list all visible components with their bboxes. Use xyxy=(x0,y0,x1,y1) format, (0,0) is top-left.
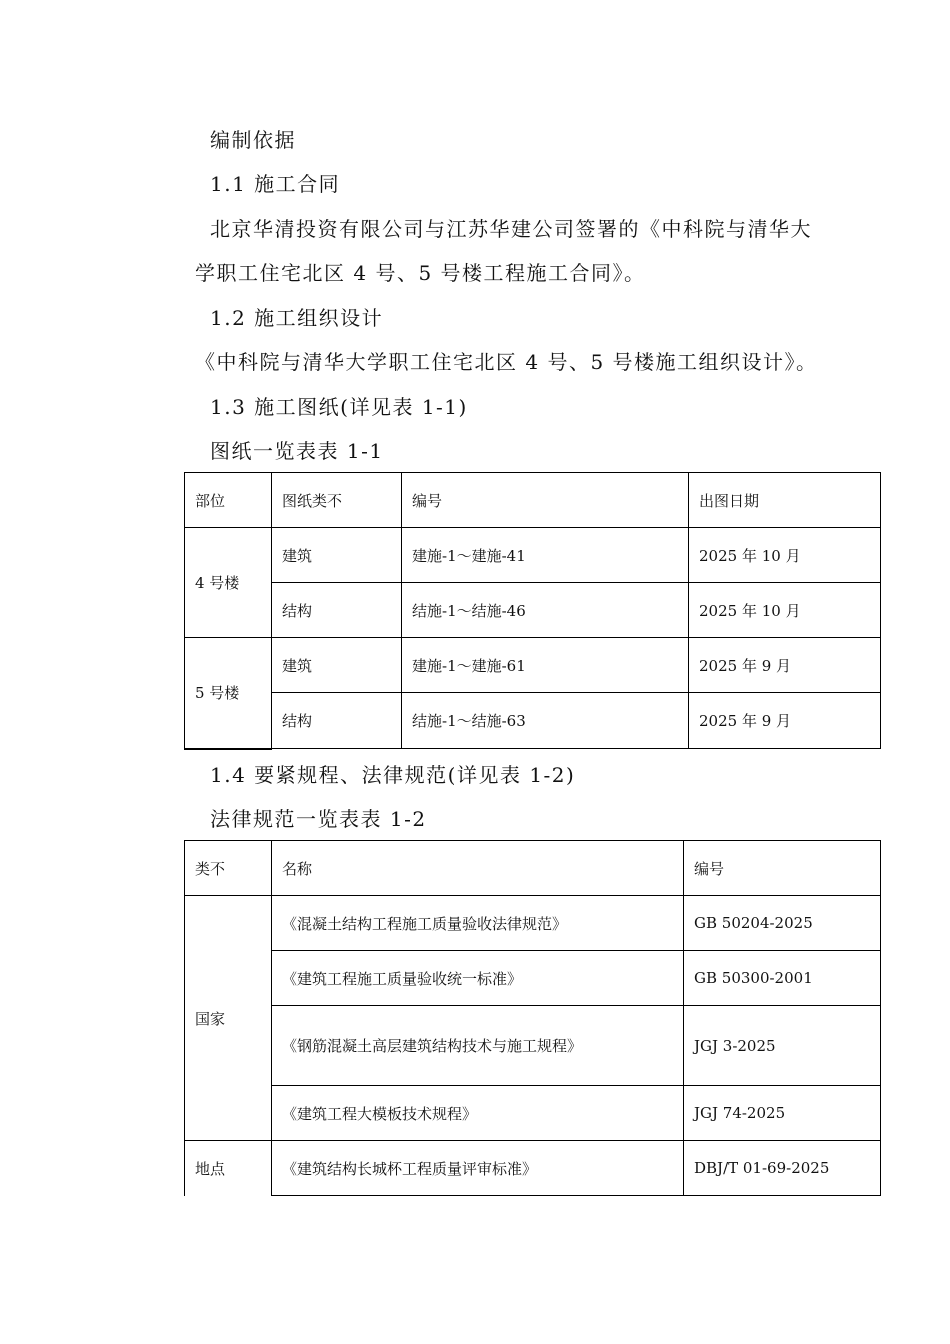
table-row xyxy=(185,896,881,951)
code-cell: 建施-1～建施-41 xyxy=(402,528,689,583)
header-cell: 类不 xyxy=(185,841,272,896)
header-cell: 部位 xyxy=(185,473,272,528)
contract-text-line-1: 北京华清投资有限公司与江苏华建公司签署的《中科院与清华大 xyxy=(210,217,812,241)
name-cell: 《建筑工程大模板技术规程》 xyxy=(272,1086,684,1141)
header-cell: 图纸类不 xyxy=(272,473,402,528)
date-cell: 2025 年 10 月 xyxy=(689,528,881,583)
code-cell: JGJ 74-2025 xyxy=(684,1086,881,1141)
table-row xyxy=(185,638,881,693)
code-cell: 结施-1～结施-63 xyxy=(402,693,689,749)
subsection-1-2: 1.2 施工组织设计 xyxy=(210,306,384,330)
code-cell: 结施-1～结施-46 xyxy=(402,583,689,638)
subsection-1-4: 1.4 要紧规程、法律规范(详见表 1-2) xyxy=(210,763,576,787)
table-row xyxy=(185,583,881,638)
code-cell: JGJ 3-2025 xyxy=(684,1006,881,1086)
table-row xyxy=(185,1006,881,1086)
code-cell: GB 50300-2001 xyxy=(684,951,881,1006)
type-cell: 结构 xyxy=(272,583,402,638)
table-row xyxy=(185,1141,881,1196)
date-cell: 2025 年 9 月 xyxy=(689,693,881,749)
code-cell: GB 50204-2025 xyxy=(684,896,881,951)
date-cell: 2025 年 10 月 xyxy=(689,583,881,638)
standards-table xyxy=(184,840,881,1196)
table-2-caption: 法律规范一览表表 1-2 xyxy=(210,807,427,831)
part-cell: 4 号楼 xyxy=(185,528,272,638)
table-row xyxy=(185,528,881,583)
type-cell: 结构 xyxy=(272,693,402,749)
date-cell: 2025 年 9 月 xyxy=(689,638,881,693)
section-heading: 编制依据 xyxy=(210,128,296,152)
table-header-row xyxy=(185,841,881,896)
type-cell: 建筑 xyxy=(272,638,402,693)
header-cell: 编号 xyxy=(684,841,881,896)
table-1-caption: 图纸一览表表 1-1 xyxy=(210,439,384,463)
table-row xyxy=(185,951,881,1006)
category-cell: 地点 xyxy=(185,1141,272,1196)
table-row xyxy=(185,693,881,749)
type-cell: 建筑 xyxy=(272,528,402,583)
contract-text-line-2: 学职工住宅北区 4 号、5 号楼工程施工合同》。 xyxy=(195,261,646,285)
code-cell: DBJ/T 01-69-2025 xyxy=(684,1141,881,1196)
name-cell: 《混凝土结构工程施工质量验收法律规范》 xyxy=(272,896,684,951)
name-cell: 《建筑工程施工质量验收统一标准》 xyxy=(272,951,684,1006)
design-text: 《中科院与清华大学职工住宅北区 4 号、5 号楼施工组织设计》。 xyxy=(195,350,818,374)
part-cell: 5 号楼 xyxy=(185,638,272,749)
subsection-1-1: 1.1 施工合同 xyxy=(210,172,341,196)
code-cell: 建施-1～建施-61 xyxy=(402,638,689,693)
table-row xyxy=(185,1086,881,1141)
subsection-1-3: 1.3 施工图纸(详见表 1-1) xyxy=(210,395,468,419)
name-cell: 《建筑结构长城杯工程质量评审标准》 xyxy=(272,1141,684,1196)
table-header-row xyxy=(185,473,881,528)
header-cell: 编号 xyxy=(402,473,689,528)
header-cell: 出图日期 xyxy=(689,473,881,528)
name-cell: 《钢筋混凝土高层建筑结构技术与施工规程》 xyxy=(272,1006,684,1086)
header-cell: 名称 xyxy=(272,841,684,896)
category-cell: 国家 xyxy=(185,896,272,1141)
drawings-table xyxy=(184,472,881,750)
